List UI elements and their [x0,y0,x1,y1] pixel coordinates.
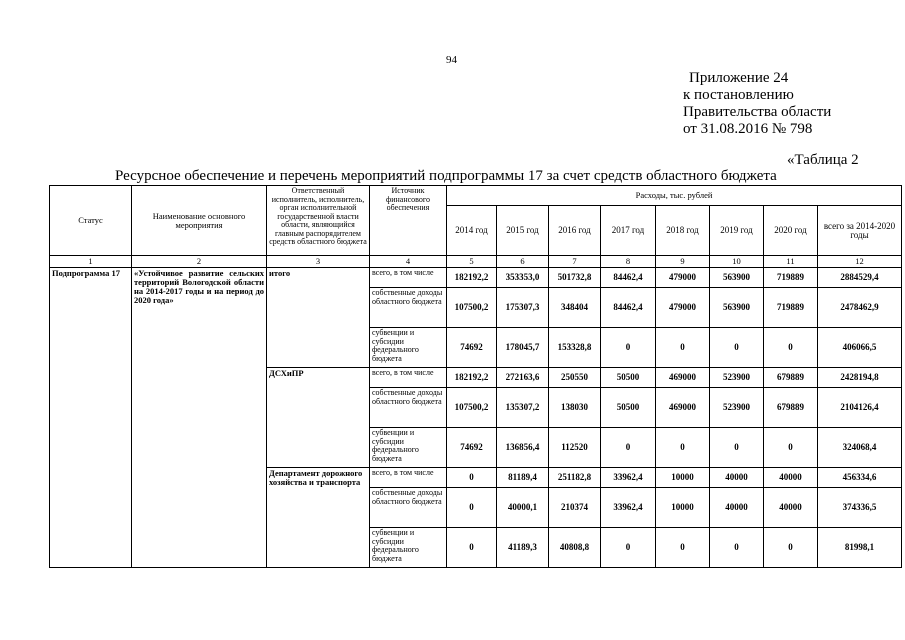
total-value-cell: 374336,5 [818,488,902,528]
header-year: 2016 год [549,206,601,256]
value-cell: 41189,3 [497,528,549,568]
column-number-row [50,256,902,268]
table-reference: «Таблица 2 [787,152,859,168]
value-cell: 469000 [656,388,710,428]
header-status: Статус [50,186,132,256]
appendix-line: Приложение 24 [689,70,789,86]
value-cell: 479000 [656,288,710,328]
appendix-line: к постановлению [683,87,794,103]
value-cell: 719889 [764,268,818,288]
total-value-cell: 2104126,4 [818,388,902,428]
value-cell: 0 [656,528,710,568]
funding-source-cell: собственные доходы областного бюджета [370,388,447,428]
appendix-line: Правительства области [683,104,832,120]
column-number: 5 [447,256,497,268]
value-cell: 40000 [710,488,764,528]
value-cell: 175307,3 [497,288,549,328]
value-cell: 84462,4 [601,268,656,288]
total-value-cell: 456334,6 [818,468,902,488]
value-cell: 84462,4 [601,288,656,328]
value-cell: 40000 [710,468,764,488]
appendix-line: от 31.08.2016 № 798 [683,121,813,137]
value-cell: 479000 [656,268,710,288]
value-cell: 33962,4 [601,468,656,488]
header-year: 2015 год [497,206,549,256]
funding-source-cell: собственные доходы областного бюджета [370,288,447,328]
column-number: 12 [818,256,902,268]
value-cell: 50500 [601,368,656,388]
value-cell: 50500 [601,388,656,428]
total-value-cell: 406066,5 [818,328,902,368]
column-number: 3 [267,256,370,268]
header-year: 2017 год [601,206,656,256]
value-cell: 563900 [710,268,764,288]
measure-name-cell: «Устойчивое развитие сельских территорий Вологодской области на 2014-2017 годы и на период до 2020 года» [132,268,267,568]
header-measure-name: Наименование основного мероприятия [132,186,267,256]
total-value-cell: 2884529,4 [818,268,902,288]
value-cell: 107500,2 [447,288,497,328]
value-cell: 74692 [447,328,497,368]
value-cell: 0 [601,528,656,568]
value-cell: 182192,2 [447,268,497,288]
appendix-block [683,70,831,138]
value-cell: 0 [710,428,764,468]
value-cell: 40000 [764,468,818,488]
column-number: 9 [656,256,710,268]
value-cell: 182192,2 [447,368,497,388]
funding-source-cell: всего, в том числе [370,268,447,288]
header-source: Источник финансового обеспечения [370,186,447,256]
value-cell: 10000 [656,468,710,488]
column-number: 6 [497,256,549,268]
value-cell: 563900 [710,288,764,328]
value-cell: 0 [710,328,764,368]
value-cell: 250550 [549,368,601,388]
value-cell: 0 [764,328,818,368]
value-cell: 74692 [447,428,497,468]
header-expenses: Расходы, тыс. рублей [447,186,902,206]
column-number: 2 [132,256,267,268]
total-value-cell: 324068,4 [818,428,902,468]
value-cell: 210374 [549,488,601,528]
value-cell: 153328,8 [549,328,601,368]
value-cell: 40808,8 [549,528,601,568]
column-number: 8 [601,256,656,268]
value-cell: 107500,2 [447,388,497,428]
value-cell: 0 [601,328,656,368]
header-year: 2020 год [764,206,818,256]
value-cell: 136856,4 [497,428,549,468]
funding-source-cell: всего, в том числе [370,368,447,388]
value-cell: 251182,8 [549,468,601,488]
total-value-cell: 81998,1 [818,528,902,568]
value-cell: 0 [764,428,818,468]
value-cell: 523900 [710,368,764,388]
value-cell: 33962,4 [601,488,656,528]
value-cell: 40000 [764,488,818,528]
funding-source-cell: субвенции и субсидии федерального бюджета [370,328,447,368]
value-cell: 0 [601,428,656,468]
executor-cell: итого [267,268,370,368]
column-number: 10 [710,256,764,268]
value-cell: 501732,8 [549,268,601,288]
value-cell: 10000 [656,488,710,528]
header-year: 2019 год [710,206,764,256]
funding-source-cell: собственные доходы областного бюджета [370,488,447,528]
value-cell: 0 [447,468,497,488]
funding-source-cell: субвенции и субсидии федерального бюджета [370,428,447,468]
value-cell: 40000,1 [497,488,549,528]
value-cell: 679889 [764,388,818,428]
funding-source-cell: субвенции и субсидии федерального бюджета [370,528,447,568]
column-number: 7 [549,256,601,268]
value-cell: 135307,2 [497,388,549,428]
document-title: Ресурсное обеспечение и перечень мероприятий подпрограммы 17 за счет средств областного бюджета [115,168,777,184]
value-cell: 0 [764,528,818,568]
value-cell: 719889 [764,288,818,328]
status-cell: Подпрограмма 17 [50,268,132,568]
value-cell: 138030 [549,388,601,428]
value-cell: 0 [656,428,710,468]
header-year: 2018 год [656,206,710,256]
value-cell: 0 [656,328,710,368]
column-number: 1 [50,256,132,268]
value-cell: 178045,7 [497,328,549,368]
value-cell: 0 [710,528,764,568]
value-cell: 469000 [656,368,710,388]
page-number: 94 [446,54,457,66]
header-executor: Ответственный исполнитель, исполнитель, орган исполнительной государственной власти области, являющийся главным распорядителем средств областного бюджета [267,186,370,256]
value-cell: 0 [447,528,497,568]
value-cell: 0 [447,488,497,528]
resource-table [49,185,902,568]
value-cell: 112520 [549,428,601,468]
value-cell: 679889 [764,368,818,388]
value-cell: 272163,6 [497,368,549,388]
executor-cell: Департамент дорожного хозяйства и транспорта [267,468,370,568]
column-number: 4 [370,256,447,268]
header-year-total: всего за 2014-2020 годы [818,206,902,256]
column-number: 11 [764,256,818,268]
header-year: 2014 год [447,206,497,256]
value-cell: 348404 [549,288,601,328]
total-value-cell: 2428194,8 [818,368,902,388]
funding-source-cell: всего, в том числе [370,468,447,488]
value-cell: 81189,4 [497,468,549,488]
table-row [50,268,902,288]
value-cell: 353353,0 [497,268,549,288]
executor-cell: ДСХиПР [267,368,370,468]
total-value-cell: 2478462,9 [818,288,902,328]
value-cell: 523900 [710,388,764,428]
